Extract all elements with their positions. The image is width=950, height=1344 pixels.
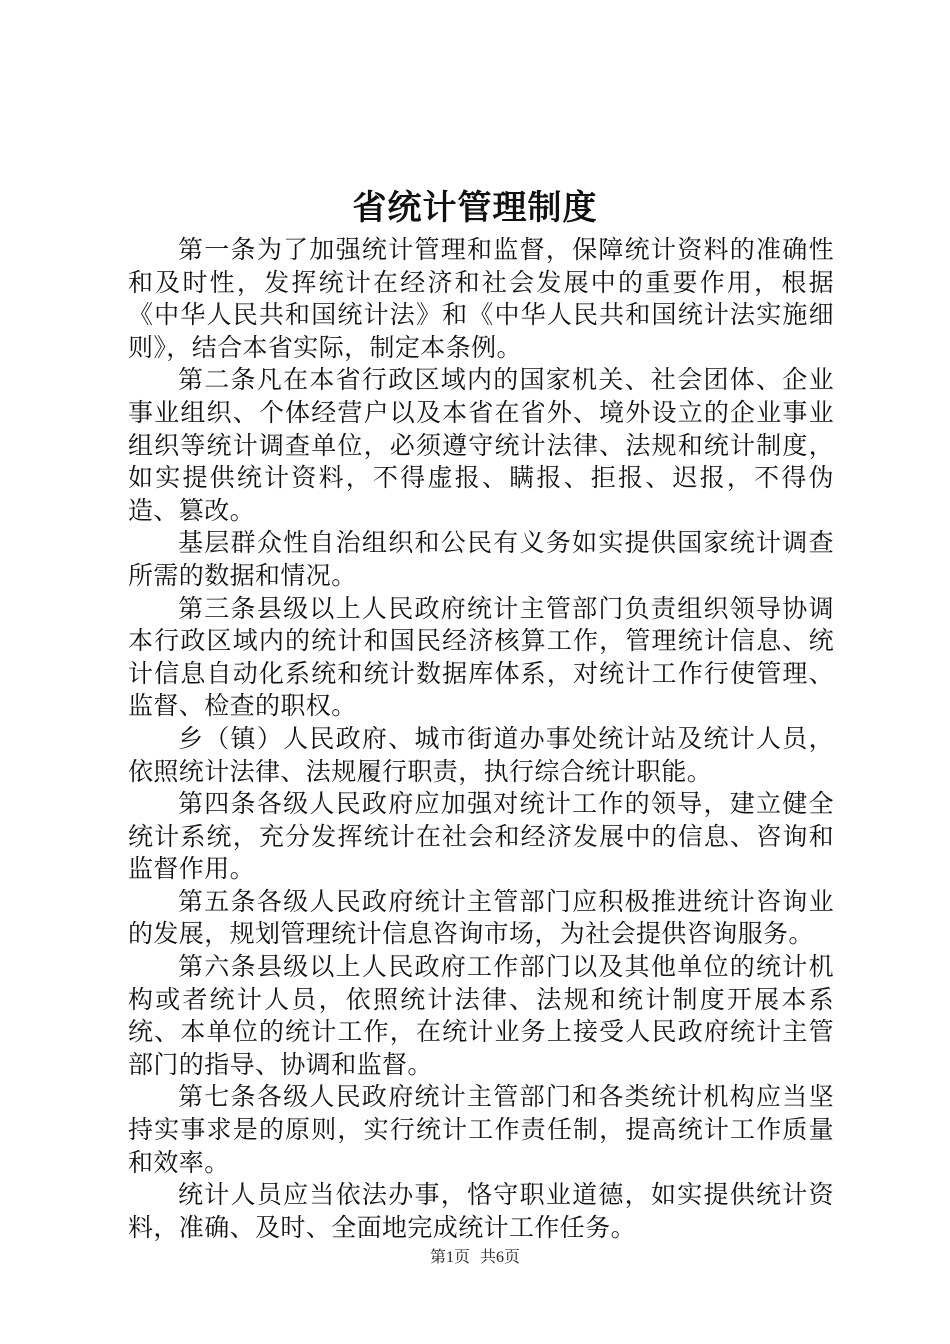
page-footer [0, 1244, 950, 1267]
paragraph-9: 第七条各级人民政府统计主管部门和各类统计机构应当坚持实事求是的原则，实行统计工作责任制，提高统计工作质量和效率。 [128, 1082, 834, 1177]
paragraph-2: 第二条凡在本省行政区域内的国家机关、社会团体、企业事业组织、个体经营户以及本省在省外、境外设立的企业事业组织等统计调查单位，必须遵守统计法律、法规和统计制度，如实提供统计资料，不得虚报、瞒报、拒报、迟报，不得伪造、篡改。 [128, 365, 834, 525]
paragraph-3: 基层群众性自治组织和公民有义务如实提供国家统计调查所需的数据和情况。 [128, 528, 834, 590]
paragraph-5: 乡（镇）人民政府、城市街道办事处统计站及统计人员，依照统计法律、法规履行职责，执行综合统计职能。 [128, 723, 834, 786]
paragraph-6: 第四条各级人民政府应加强对统计工作的领导，建立健全统计系统，充分发挥统计在社会和经济发展中的信息、咨询和监督作用。 [128, 789, 834, 884]
paragraph-4: 第三条县级以上人民政府统计主管部门负责组织领导协调本行政区域内的统计和国民经济核算工作，管理统计信息、统计信息自动化系统和统计数据库体系，对统计工作行使管理、监督、检查的职权。 [128, 593, 834, 721]
document-title: 省统计管理制度 [352, 188, 598, 228]
paragraph-1: 第一条为了加强统计管理和监督，保障统计资料的准确性和及时性，发挥统计在经济和社会发展中的重要作用，根据《中华人民共和国统计法》和《中华人民共和国统计法实施细则》，结合本省实际，制定本条例。 [128, 235, 834, 362]
paragraph-8: 第六条县级以上人民政府工作部门以及其他单位的统计机构或者统计人员，依照统计法律、法规和统计制度开展本系统、本单位的统计工作，在统计业务上接受人民政府统计主管部门的指导、协调和监督。 [128, 952, 834, 1079]
page-number: 第1页 [429, 1249, 470, 1266]
document-body [128, 234, 834, 1244]
paragraph-7: 第五条各级人民政府统计主管部门应积极推进统计咨询业的发展，规划管理统计信息咨询市场，为社会提供咨询服务。 [128, 886, 834, 949]
page-total: 共6页 [480, 1249, 521, 1266]
paragraph-10: 统计人员应当依法办事，恪守职业道德，如实提供统计资料，准确、及时、全面地完成统计工作任务。 [128, 1180, 834, 1242]
